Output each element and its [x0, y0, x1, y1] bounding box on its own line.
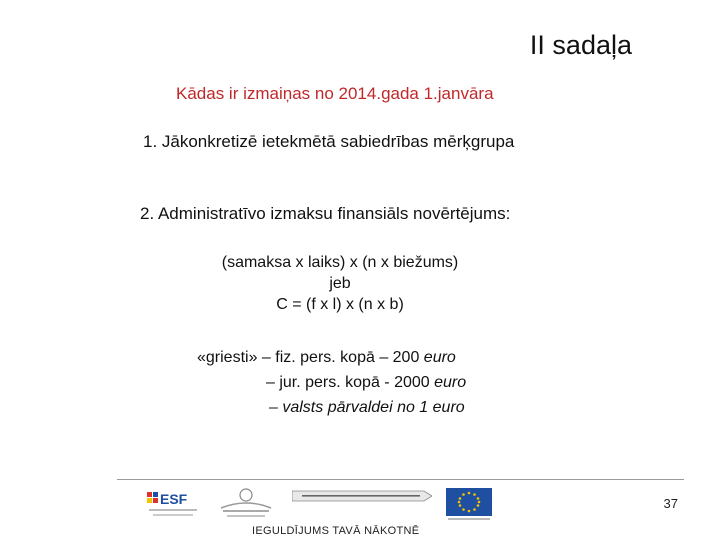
limit-individuals: [197, 347, 456, 368]
esf-logo: [145, 488, 201, 522]
limit-legal-entities: [266, 372, 466, 393]
limit-state-administration-text: – valsts pārvaldei no 1 euro: [269, 399, 465, 416]
integration-fund-banner-icon: [292, 487, 432, 505]
esf-logo-text: ESF: [160, 491, 188, 507]
slide-subtitle: Kādas ir izmaiņas no 2014.gada 1.janvāra: [176, 84, 494, 103]
limit-legal-entities-text: – jur. pers. kopā - 2000: [266, 374, 435, 391]
ministry-emblem-icon: [215, 486, 277, 522]
page-number: 37: [663, 496, 678, 511]
limit-state-administration: [269, 397, 465, 418]
limit-individuals-unit: euro: [423, 349, 456, 366]
footer-tagline: IEGULDĪJUMS TAVĀ NĀKOTNĒ: [252, 525, 420, 537]
esf-logo-icon: [145, 488, 201, 522]
integration-fund-logo: [292, 487, 432, 505]
eu-flag-logo: [446, 488, 492, 522]
formula-line-3: C = (f x l) x (n x b): [276, 296, 404, 313]
slide-title: II sadaļa: [529, 30, 632, 60]
formula-line-2: jeb: [329, 275, 351, 292]
eu-flag-icon: [446, 488, 492, 522]
point-target-group: 1. Jākonkretizē ietekmētā sabiedrības mērķgrupa: [143, 132, 515, 151]
limit-legal-entities-unit: euro: [434, 374, 467, 391]
point-cost-assessment: 2. Administratīvo izmaksu finansiāls novērtējums:: [140, 204, 511, 223]
formula-block: [150, 252, 530, 315]
ministry-logo: [215, 486, 277, 522]
footer-divider: [117, 479, 684, 480]
formula-line-1: (samaksa x laiks) x (n x biežums): [221, 254, 459, 271]
limit-individuals-text: «griesti» – fiz. pers. kopā – 200: [197, 349, 424, 366]
